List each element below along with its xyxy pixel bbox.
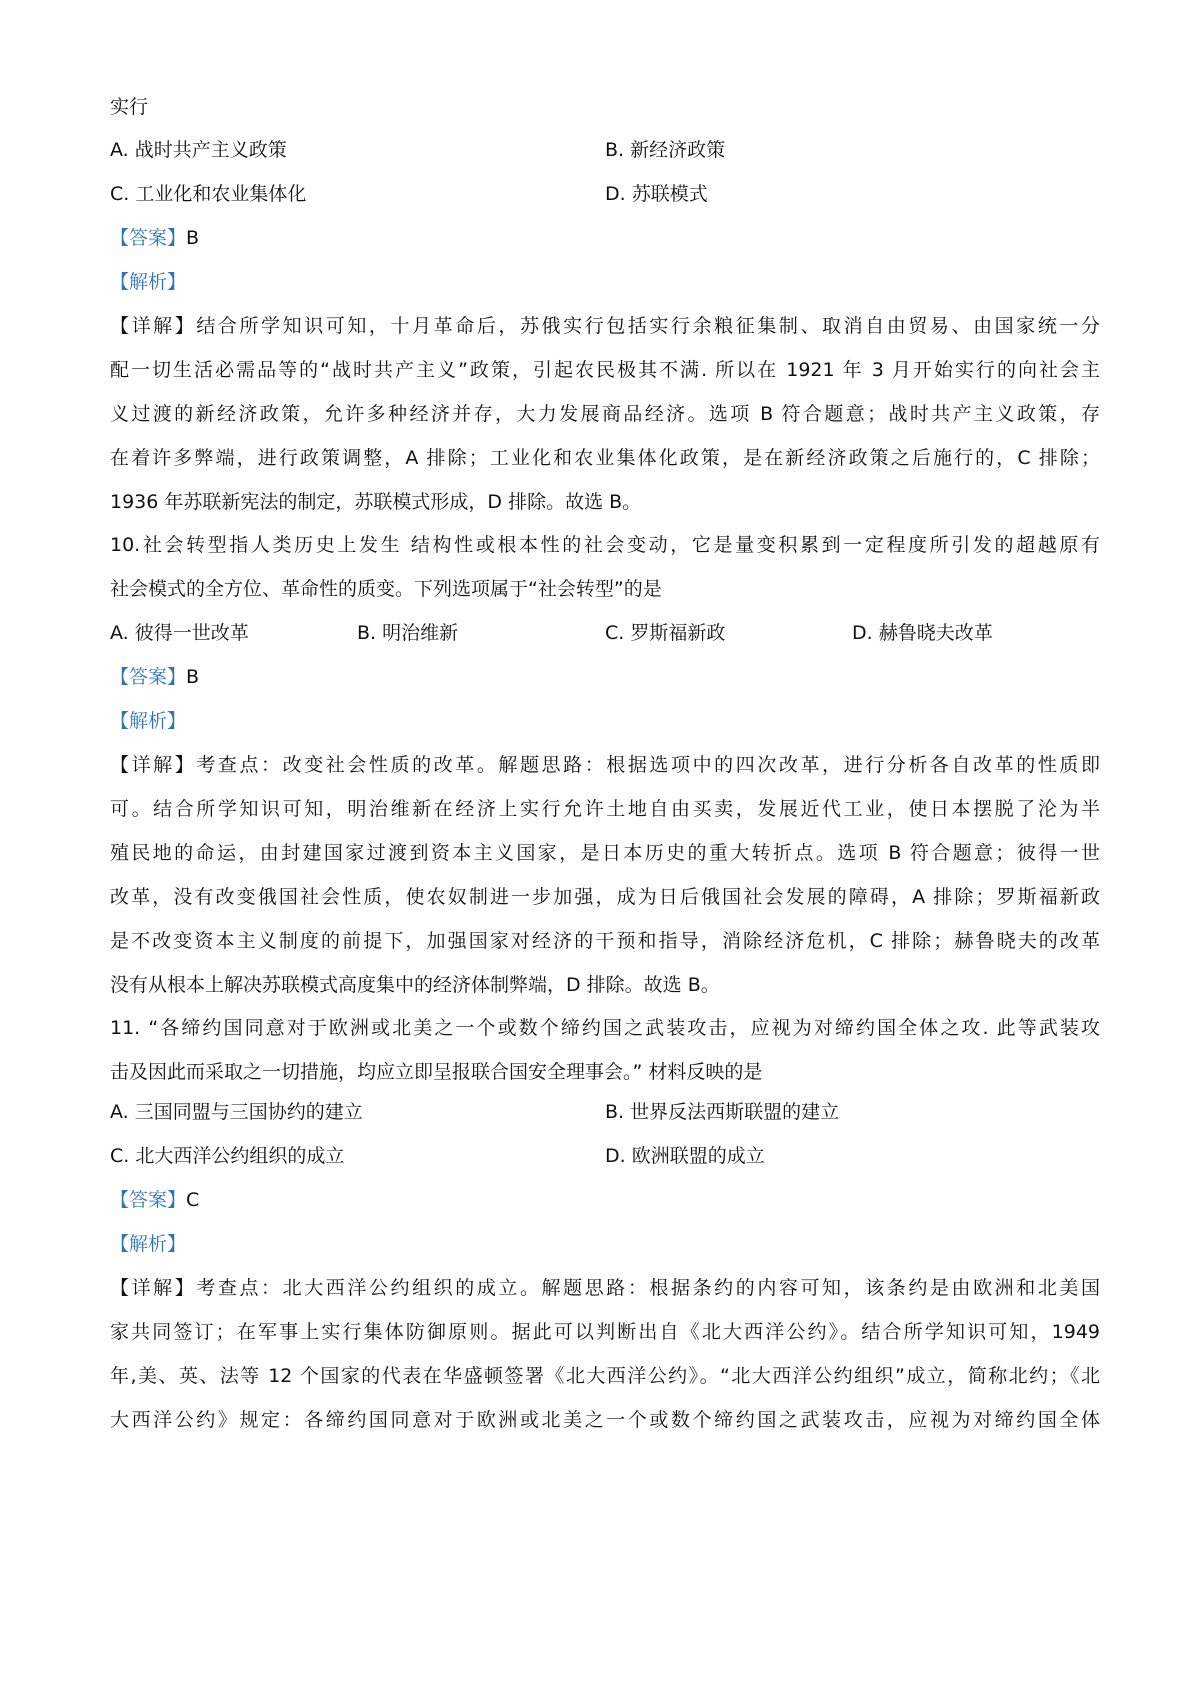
q10-detail-line-1 bbox=[110, 752, 1100, 778]
q9-detail-tag: 【详解】 bbox=[110, 315, 197, 337]
q11-answer-tag: 【答案】 bbox=[110, 1189, 187, 1211]
q10-detail-line-5: 是不改变资本主义制度的前提下，加强国家对经济的干预和指导，消除经济危机，C 排除；赫鲁晓夫的改革 bbox=[110, 930, 1100, 952]
q11-detail-line-3: 年,美、英、法等 12 个国家的代表在华盛顿签署《北大西洋公约》。“北大西洋公约组织”成立，简称北约；《北 bbox=[110, 1365, 1100, 1387]
q10-option-a: A. 彼得一世改革 bbox=[110, 622, 249, 644]
q10-detail-tag: 【详解】 bbox=[110, 754, 197, 776]
q9-answer-line bbox=[110, 225, 1100, 251]
q10-stem-line-1: 10.社会转型指人类历史上发生 结构性或根本性的社会变动，它是量变积累到一定程度所引发的超越原有 bbox=[110, 534, 1100, 556]
q9-stem-tail: 实行 bbox=[110, 96, 149, 118]
q10-answer-tag: 【答案】 bbox=[110, 666, 187, 688]
q9-answer-value: B bbox=[186, 227, 200, 249]
q11-option-c: C. 北大西洋公约组织的成立 bbox=[110, 1145, 345, 1167]
q11-answer-value: C bbox=[186, 1189, 200, 1211]
q11-detail-tag: 【详解】 bbox=[110, 1277, 197, 1299]
q10-answer-line bbox=[110, 664, 1100, 690]
q11-analysis-line bbox=[110, 1231, 1100, 1257]
q9-option-a: A. 战时共产主义政策 bbox=[110, 139, 287, 161]
q9-answer-tag: 【答案】 bbox=[110, 227, 187, 249]
q11-analysis-tag: 【解析】 bbox=[110, 1233, 187, 1255]
q9-analysis-tag: 【解析】 bbox=[110, 271, 187, 293]
q9-option-c: C. 工业化和农业集体化 bbox=[110, 183, 307, 205]
q10-detail-line-3: 殖民地的命运，由封建国家过渡到资本主义国家，是日本历史的重大转折点。选项 B 符合题意；彼得一世 bbox=[110, 842, 1100, 864]
q11-option-a: A. 三国同盟与三国协约的建立 bbox=[110, 1101, 363, 1123]
q10-detail-text-1: 考查点：改变社会性质的改革。解题思路：根据选项中的四次改革，进行分析各自改革的性质即 bbox=[196, 754, 1100, 776]
q9-detail-line-1 bbox=[110, 313, 1100, 339]
q11-detail-line-4: 大西洋公约》规定：各缔约国同意对于欧洲或北美之一个或数个缔约国之武装攻击，应视为对缔约国全体 bbox=[110, 1409, 1100, 1431]
q10-detail-line-4: 改革，没有改变俄国社会性质，使农奴制进一步加强，成为日后俄国社会发展的障碍，A 排除；罗斯福新政 bbox=[110, 886, 1100, 908]
q11-option-b: B. 世界反法西斯联盟的建立 bbox=[605, 1101, 840, 1123]
q9-detail-text-1: 结合所学知识可知，十月革命后，苏俄实行包括实行余粮征集制、取消自由贸易、由国家统一分 bbox=[196, 315, 1100, 337]
q9-detail-line-4: 在着许多弊端，进行政策调整，A 排除；工业化和农业集体化政策，是在新经济政策之后施行的，C 排除； bbox=[110, 447, 1100, 469]
q10-option-b: B. 明治维新 bbox=[357, 622, 459, 644]
q11-stem-line-2: 击及因此而采取之一切措施，均应立即呈报联合国安全理事会。” 材料反映的是 bbox=[110, 1061, 763, 1083]
q10-detail-line-2: 可。结合所学知识可知，明治维新在经济上实行允许土地自由买卖，发展近代工业，使日本摆脱了沦为半 bbox=[110, 798, 1100, 820]
q10-analysis-line bbox=[110, 708, 1100, 734]
q11-detail-line-2: 家共同签订；在军事上实行集体防御原则。据此可以判断出自《北大西洋公约》。结合所学知识可知，1949 bbox=[110, 1321, 1100, 1343]
q9-detail-line-5: 1936 年苏联新宪法的制定，苏联模式形成，D 排除。故选 B。 bbox=[110, 491, 642, 513]
q11-detail-line-1 bbox=[110, 1275, 1100, 1301]
q10-detail-line-6: 没有从根本上解决苏联模式高度集中的经济体制弊端，D 排除。故选 B。 bbox=[110, 974, 720, 996]
q10-option-c: C. 罗斯福新政 bbox=[605, 622, 726, 644]
q10-stem-line-2: 社会模式的全方位、革命性的质变。下列选项属于“社会转型”的是 bbox=[110, 578, 662, 600]
q11-answer-line bbox=[110, 1187, 1100, 1213]
q11-detail-text-1: 考查点：北大西洋公约组织的成立。解题思路：根据条约的内容可知，该条约是由欧洲和北美国 bbox=[196, 1277, 1100, 1299]
q9-option-d: D. 苏联模式 bbox=[605, 183, 708, 205]
q9-detail-line-3: 义过渡的新经济政策，允许多种经济并存，大力发展商品经济。选项 B 符合题意；战时共产主义政策，存 bbox=[110, 403, 1100, 425]
q9-option-b: B. 新经济政策 bbox=[605, 139, 726, 161]
q10-option-d: D. 赫鲁晓夫改革 bbox=[852, 622, 993, 644]
q9-detail-line-2: 配一切生活必需品等的“战时共产主义”政策，引起农民极其不满. 所以在 1921 年 3 月开始实行的向社会主 bbox=[110, 359, 1100, 381]
q11-stem-line-1: 11. “各缔约国同意对于欧洲或北美之一个或数个缔约国之武装攻击，应视为对缔约国全体之攻. 此等武装攻 bbox=[110, 1017, 1100, 1039]
q10-analysis-tag: 【解析】 bbox=[110, 710, 187, 732]
q9-analysis-line bbox=[110, 269, 1100, 295]
q10-answer-value: B bbox=[186, 666, 200, 688]
q11-option-d: D. 欧洲联盟的成立 bbox=[605, 1145, 765, 1167]
